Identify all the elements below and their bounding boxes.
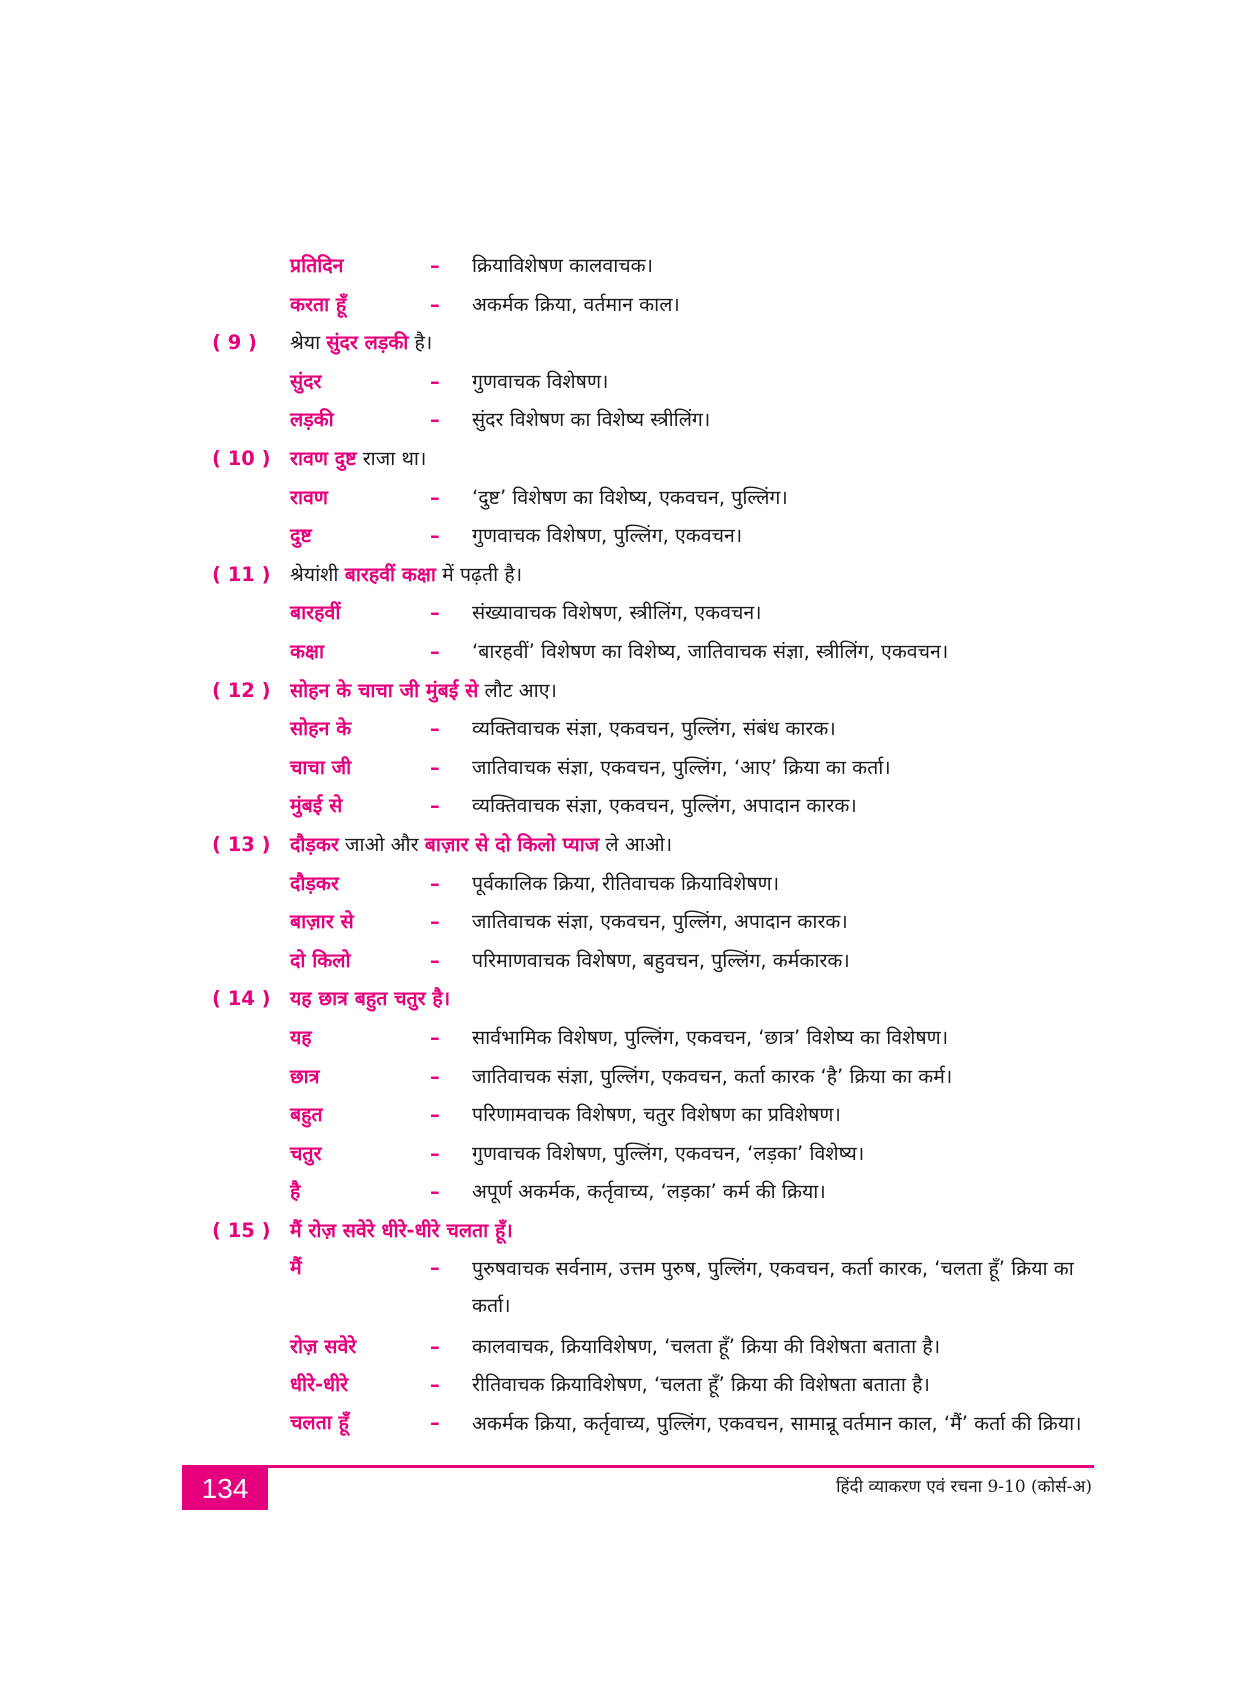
dash: – bbox=[430, 948, 440, 972]
term: दो किलो bbox=[290, 948, 351, 972]
sentence-text bbox=[290, 1219, 513, 1243]
description: पूर्वकालिक क्रिया, रीतिवाचक क्रियाविशेषण। bbox=[472, 871, 780, 895]
definition-row bbox=[212, 1096, 1092, 1135]
definition-row bbox=[212, 787, 1092, 826]
description: गुणवाचक विशेषण, पुल्लिंग, एकवचन, ‘लड़का’ विशेष्य। bbox=[472, 1141, 865, 1165]
footer-rule bbox=[182, 1465, 1094, 1468]
definition-row bbox=[212, 479, 1092, 518]
highlighted-words: सोहन के चाचा जी मुंबई से bbox=[290, 678, 479, 702]
question-number: ( 12 ) bbox=[212, 678, 271, 702]
description: कालवाचक, क्रियाविशेषण, ‘चलता हूँ’ क्रिया की विशेषता बताता है। bbox=[472, 1334, 941, 1358]
description: गुणवाचक विशेषण। bbox=[472, 369, 609, 393]
dash: – bbox=[430, 292, 440, 316]
description: परिणामवाचक विशेषण, चतुर विशेषण का प्रविशेषण। bbox=[472, 1103, 841, 1127]
question-number: ( 9 ) bbox=[212, 331, 257, 355]
question-number: ( 13 ) bbox=[212, 833, 271, 857]
definition-row bbox=[212, 903, 1092, 942]
description: जातिवाचक संज्ञा, एकवचन, पुल्लिंग, ‘आए’ क्रिया का कर्ता। bbox=[472, 755, 891, 779]
sentence-text bbox=[290, 331, 432, 355]
term: कक्षा bbox=[290, 640, 325, 664]
question-sentence bbox=[212, 980, 1092, 1019]
term: चतुर bbox=[290, 1141, 322, 1165]
term: लड़की bbox=[290, 408, 334, 432]
definition-row bbox=[212, 286, 1092, 325]
description: सार्वभामिक विशेषण, पुल्लिंग, एकवचन, ‘छात्र’ विशेष्य का विशेषण। bbox=[472, 1025, 949, 1049]
definition-row bbox=[212, 1405, 1092, 1482]
dash: – bbox=[430, 601, 440, 625]
question-sentence bbox=[212, 324, 1092, 363]
dash: – bbox=[430, 755, 440, 779]
sentence-fragment: है। bbox=[408, 331, 433, 355]
term: छात्र bbox=[290, 1064, 320, 1088]
definition-row bbox=[212, 1366, 1092, 1405]
definition-row bbox=[212, 1173, 1092, 1212]
definition-row bbox=[212, 517, 1092, 556]
description: गुणवाचक विशेषण, पुल्लिंग, एकवचन। bbox=[472, 524, 743, 548]
dash: – bbox=[430, 1064, 440, 1088]
description: जातिवाचक संज्ञा, पुल्लिंग, एकवचन, कर्ता कारक ‘है’ क्रिया का कर्म। bbox=[472, 1064, 953, 1088]
dash: – bbox=[430, 254, 440, 278]
definition-row bbox=[212, 401, 1092, 440]
description: व्यक्तिवाचक संज्ञा, एकवचन, पुल्लिंग, अपादान कारक। bbox=[472, 794, 857, 818]
description: अपूर्ण अकर्मक, कर्तृवाच्य, ‘लड़का’ कर्म की क्रिया। bbox=[472, 1180, 826, 1204]
definition-row bbox=[212, 1327, 1092, 1366]
dash: – bbox=[430, 717, 440, 741]
question-number: ( 15 ) bbox=[212, 1218, 271, 1242]
highlighted-words: यह छात्र बहुत चतुर है। bbox=[290, 987, 451, 1011]
description: क्रियाविशेषण कालवाचक। bbox=[472, 254, 653, 278]
sentence-text bbox=[290, 987, 450, 1011]
description: सुंदर विशेषण का विशेष्य स्त्रीलिंग। bbox=[472, 408, 711, 432]
term: रोज़ सवेरे bbox=[290, 1334, 357, 1358]
definition-row bbox=[212, 1019, 1092, 1058]
question-sentence bbox=[212, 1212, 1092, 1251]
dash: – bbox=[430, 1410, 440, 1434]
sentence-fragment: ले आओ। bbox=[599, 833, 673, 857]
term: दौड़कर bbox=[290, 871, 339, 895]
description: अकर्मक क्रिया, वर्तमान काल। bbox=[472, 292, 680, 316]
term: सुंदर bbox=[290, 369, 322, 393]
dash: – bbox=[430, 871, 440, 895]
dash: – bbox=[430, 1180, 440, 1204]
dash: – bbox=[430, 1373, 440, 1397]
sentence-fragment: में पढ़ती है। bbox=[435, 562, 523, 586]
highlighted-words: दौड़कर bbox=[290, 833, 339, 857]
definition-row bbox=[212, 749, 1092, 788]
dash: – bbox=[430, 1141, 440, 1165]
question-sentence bbox=[212, 672, 1092, 711]
definition-row bbox=[212, 865, 1092, 904]
question-number: ( 10 ) bbox=[212, 447, 271, 471]
question-number: ( 11 ) bbox=[212, 562, 271, 586]
sentence-fragment: लौट आए। bbox=[478, 678, 557, 702]
term: सोहन के bbox=[290, 717, 352, 741]
description: ‘दुष्ट’ विशेषण का विशेष्य, एकवचन, पुल्लिंग। bbox=[472, 485, 788, 509]
question-sentence bbox=[212, 826, 1092, 865]
description: परिमाणवाचक विशेषण, बहुवचन, पुल्लिंग, कर्मकारक। bbox=[472, 948, 850, 972]
dash: – bbox=[430, 408, 440, 432]
sentence-fragment: श्रेया bbox=[290, 331, 327, 355]
term: चाचा जी bbox=[290, 755, 352, 779]
term: धीरे-धीरे bbox=[290, 1373, 349, 1397]
definition-row bbox=[212, 363, 1092, 402]
dash: – bbox=[430, 485, 440, 509]
definition-row bbox=[212, 1250, 1092, 1327]
term: करता हूँ bbox=[290, 292, 347, 316]
term: बाज़ार से bbox=[290, 910, 354, 934]
description: पुरुषवाचक सर्वनाम, उत्तम पुरुष, पुल्लिंग, एकवचन, कर्ता कारक, ‘चलता हूँ’ क्रिया का कर्ता। bbox=[472, 1257, 1074, 1318]
page-content bbox=[212, 247, 1092, 1482]
sentence-text bbox=[290, 679, 557, 703]
highlighted-words: बारहवीं कक्षा bbox=[344, 562, 436, 586]
question-number: ( 14 ) bbox=[212, 987, 271, 1011]
description: ‘बारहवीं’ विशेषण का विशेष्य, जातिवाचक संज्ञा, स्त्रीलिंग, एकवचन। bbox=[472, 640, 949, 664]
dash: – bbox=[430, 910, 440, 934]
book-title: हिंदी व्याकरण एवं रचना 9-10 (कोर्स-अ) bbox=[836, 1477, 1092, 1497]
term: दुष्ट bbox=[290, 524, 312, 548]
description: संख्यावाचक विशेषण, स्त्रीलिंग, एकवचन। bbox=[472, 601, 762, 625]
term: मुंबई से bbox=[290, 794, 343, 818]
term: रावण bbox=[290, 485, 328, 509]
dash: – bbox=[430, 524, 440, 548]
description: अकर्मक क्रिया, कर्तृवाच्य, पुल्लिंग, एकवचन, सामान्रू वर्तमान काल, ‘मैं’ कर्ता की क्रिया। bbox=[472, 1411, 1082, 1435]
dash: – bbox=[430, 640, 440, 664]
dash: – bbox=[430, 369, 440, 393]
dash: – bbox=[430, 1025, 440, 1049]
highlighted-words: मैं रोज़ सवेरे धीरे-धीरे चलता हूँ। bbox=[290, 1218, 513, 1242]
definition-row bbox=[212, 247, 1092, 286]
definition-row bbox=[212, 710, 1092, 749]
term: चलता हूँ bbox=[290, 1410, 349, 1434]
highlighted-words: रावण दुष्ट bbox=[290, 447, 357, 471]
definition-row bbox=[212, 633, 1092, 672]
description: जातिवाचक संज्ञा, एकवचन, पुल्लिंग, अपादान कारक। bbox=[472, 910, 848, 934]
question-sentence bbox=[212, 440, 1092, 479]
dash: – bbox=[430, 1334, 440, 1358]
sentence-fragment: राजा था। bbox=[356, 447, 427, 471]
dash: – bbox=[430, 1256, 440, 1280]
term: मैं bbox=[290, 1256, 302, 1280]
sentence-fragment: श्रेयांशी bbox=[290, 562, 345, 586]
highlighted-words: बाज़ार से दो किलो प्याज bbox=[424, 833, 600, 857]
term: है bbox=[290, 1180, 301, 1204]
description: रीतिवाचक क्रियाविशेषण, ‘चलता हूँ’ क्रिया की विशेषता बताता है। bbox=[472, 1373, 930, 1397]
sentence-text bbox=[290, 833, 672, 857]
dash: – bbox=[430, 1103, 440, 1127]
term: यह bbox=[290, 1025, 312, 1049]
dash: – bbox=[430, 794, 440, 818]
definition-row bbox=[212, 942, 1092, 981]
description: व्यक्तिवाचक संज्ञा, एकवचन, पुल्लिंग, संबंध कारक। bbox=[472, 717, 836, 741]
highlighted-words: सुंदर लड़की bbox=[326, 331, 409, 355]
sentence-text bbox=[290, 563, 522, 587]
term: बारहवीं bbox=[290, 601, 341, 625]
question-sentence bbox=[212, 556, 1092, 595]
sentence-text bbox=[290, 447, 426, 471]
page-number: 134 bbox=[182, 1468, 268, 1510]
definition-row bbox=[212, 1057, 1092, 1096]
definition-row bbox=[212, 594, 1092, 633]
term: बहुत bbox=[290, 1103, 323, 1127]
term: प्रतिदिन bbox=[290, 254, 344, 278]
definition-row bbox=[212, 1135, 1092, 1174]
sentence-fragment: जाओ और bbox=[338, 833, 425, 857]
